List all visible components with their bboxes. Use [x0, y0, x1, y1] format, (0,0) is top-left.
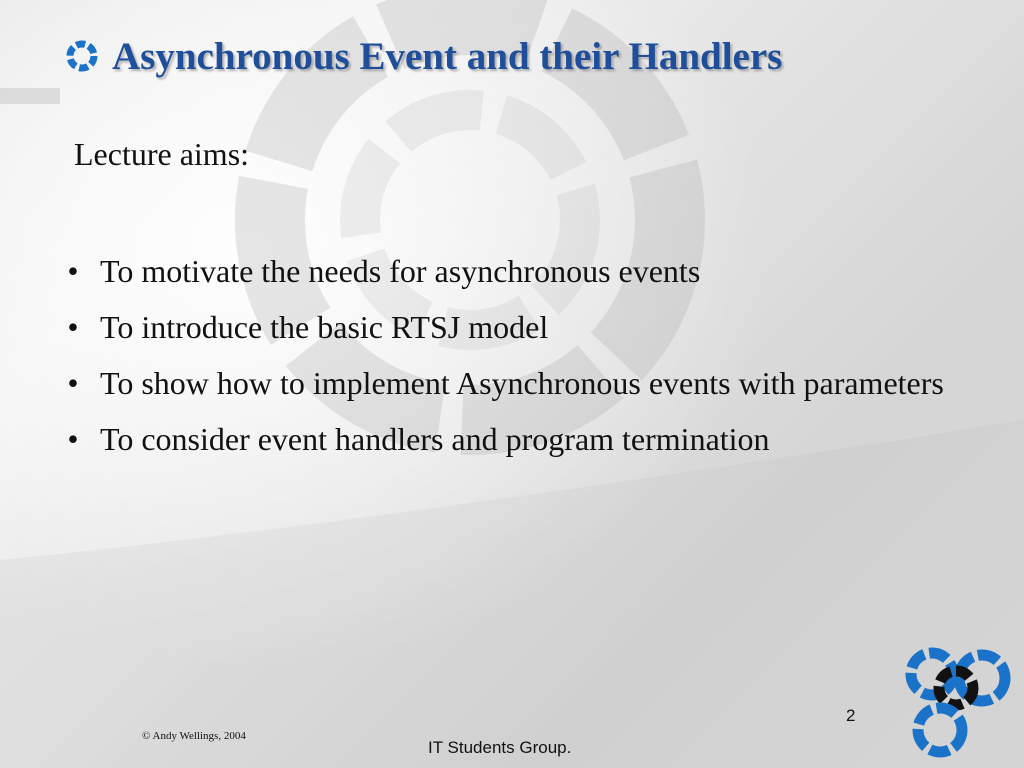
bullet-marker: •: [67, 309, 79, 345]
title-text: Asynchronous Event and their Handlers: [112, 34, 783, 78]
aims-list: [58, 250, 958, 474]
lecture-aims-heading: Lecture aims:: [74, 136, 250, 172]
list-item: [58, 306, 958, 348]
title-bar-accent: [0, 88, 60, 104]
bullet-text: To introduce the basic RTSJ model: [100, 309, 549, 345]
bullet-marker: •: [67, 253, 79, 289]
list-item: [58, 362, 958, 404]
page-number: 2: [846, 706, 856, 725]
footer-text: IT Students Group.: [428, 738, 572, 757]
interlocking-rings-logo: [900, 644, 1018, 762]
bullet-marker: •: [67, 421, 79, 457]
copyright-notice: © Andy Wellings, 2004: [142, 730, 246, 742]
bullet-text: To motivate the needs for asynchronous events: [100, 253, 701, 289]
list-item: [58, 418, 958, 460]
bullet-text: To show how to implement Asynchronous events with parameters: [100, 365, 944, 401]
slide-title: [64, 28, 782, 84]
ring-gear-icon: [64, 38, 100, 74]
bullet-marker: •: [67, 365, 79, 401]
list-item: [58, 250, 958, 292]
bullet-text: To consider event handlers and program termination: [100, 421, 770, 457]
